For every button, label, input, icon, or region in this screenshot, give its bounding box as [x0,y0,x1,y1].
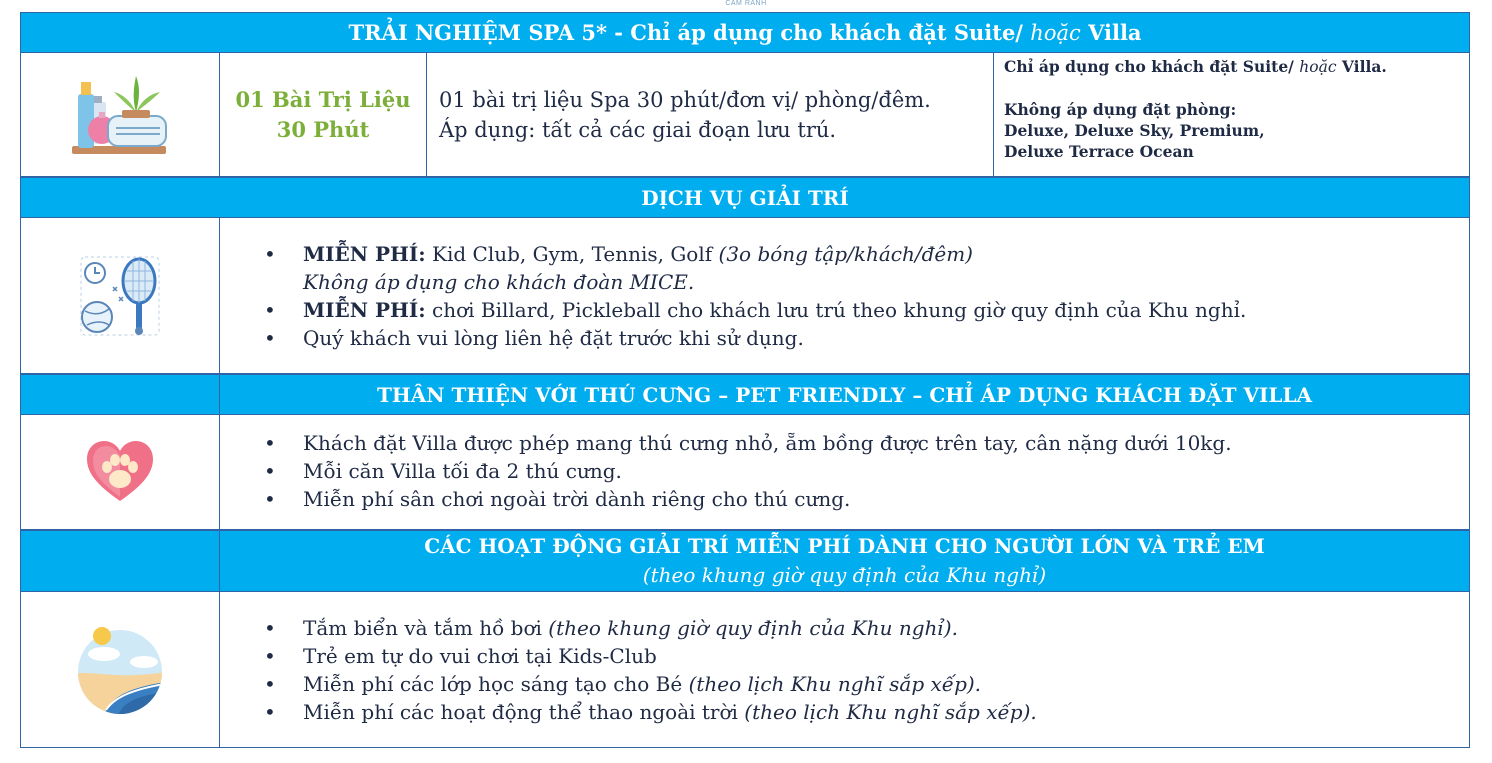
spa-note-line1: Chỉ áp dụng cho khách đặt Suite/ hoặc Villa. [1004,57,1387,76]
entertainment-icon-cell [21,218,220,373]
list-item: • Miễn phí các hoạt động thể thao ngoài trời (theo lịch Khu nghĩ sắp xếp). [283,698,1037,726]
list-item: • Miễn phí sân chơi ngoài trời dành riêng cho thú cưng. [283,485,1232,513]
list-item: • Trẻ em tự do vui chơi tại Kids-Club [283,642,1037,670]
spa-title-line2: 30 Phút [276,116,370,142]
tennis-sports-icon [75,251,165,341]
spa-products-icon [70,72,170,158]
spa-icon-cell [21,53,220,176]
spa-description [427,53,994,176]
pet-header [20,374,1470,415]
list-item: • Tắm biển và tắm hồ bơi (theo khung giờ quy định của Khu nghỉ). [283,614,1037,642]
pet-icon-cell [21,415,220,529]
spa-row [20,53,1470,177]
paw-heart-icon [85,439,155,505]
spa-note-line3: Deluxe, Deluxe Sky, Premium, [1004,121,1265,140]
activities-header [20,530,1470,592]
pet-row [20,415,1470,530]
entertainment-header-title: DỊCH VỤ GIẢI TRÍ [641,185,849,210]
entertainment-list [283,240,1246,352]
list-item: Không áp dụng cho khách đoàn MICE. [303,270,695,294]
entertainment-header [20,177,1470,218]
list-item: • MIỄN PHÍ: Kid Club, Gym, Tennis, Golf (3o bóng tập/khách/đêm) [283,240,1246,268]
list-item: • Mỗi căn Villa tối đa 2 thú cưng. [283,457,1232,485]
beach-icon [74,624,166,716]
activities-header-subtitle: (theo khung giờ quy định của Khu nghỉ) [642,563,1047,587]
watermark-text: CAM RANH [725,0,767,7]
list-item: • Miễn phí các lớp học sáng tạo cho Bé (theo lịch Khu nghĩ sắp xếp). [283,670,1037,698]
pet-list [283,429,1232,513]
spa-title-line1: 01 Bài Trị Liệu [235,86,411,112]
entertainment-row [20,218,1470,374]
activities-row [20,592,1470,748]
list-item: • MIỄN PHÍ: chơi Billard, Pickleball cho khách lưu trú theo khung giờ quy định của Khu nghỉ. [283,296,1246,324]
spa-note-line2: Không áp dụng đặt phòng: [1004,100,1237,119]
list-item: • Quý khách vui lòng liên hệ đặt trước khi sử dụng. [283,324,1246,352]
pet-header-title: THÂN THIỆN VỚI THÚ CƯNG – PET FRIENDLY – CHỈ ÁP DỤNG KHÁCH ĐẶT VILLA [376,382,1313,407]
list-item: • Khách đặt Villa được phép mang thú cưng nhỏ, ẵm bồng được trên tay, cân nặng dưới 10kg. [283,429,1232,457]
spa-desc-line2: Áp dụng: tất cả các giai đoạn lưu trú. [439,117,837,142]
spa-desc-line1: 01 bài trị liệu Spa 30 phút/đơn vị/ phòng/đêm. [439,87,931,112]
spa-note-line4: Deluxe Terrace Ocean [1004,142,1194,161]
activities-list [283,614,1037,726]
spa-header [20,12,1470,53]
spa-conditions [994,53,1469,176]
activities-header-title: CÁC HOẠT ĐỘNG GIẢI TRÍ MIỄN PHÍ DÀNH CHO NGƯỜI LỚN VÀ TRẺ EM [424,534,1265,558]
spa-header-title: TRẢI NGHIỆM SPA 5* - Chỉ áp dụng cho khách đặt Suite/ hoặc Villa [348,20,1142,45]
spa-treatment-title [220,53,427,176]
activities-icon-cell [21,592,220,747]
